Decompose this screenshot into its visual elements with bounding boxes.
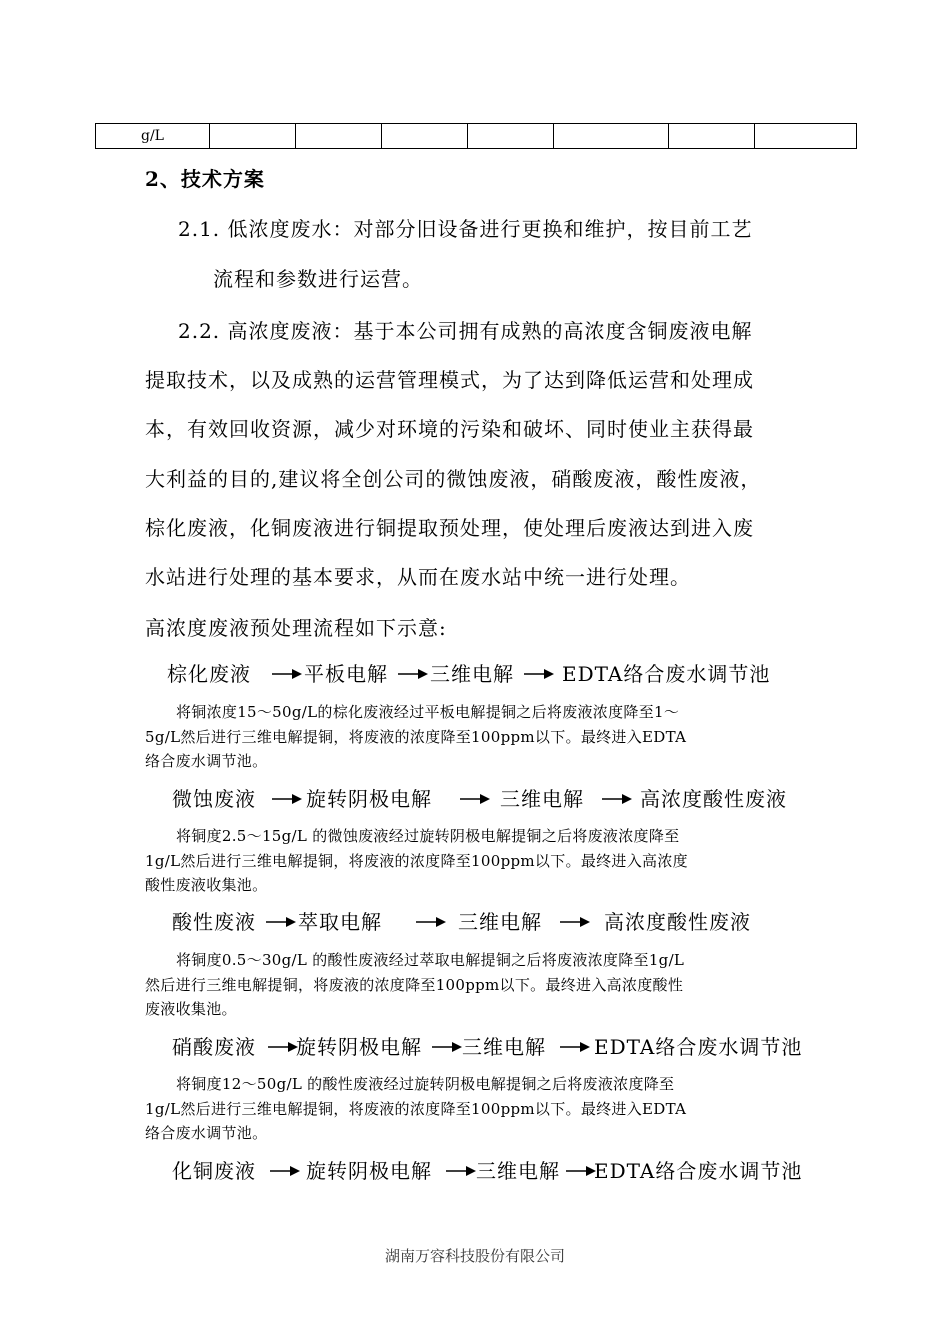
arrow-right-icon [266,907,298,937]
flow-note-line: 络合废水调节池。 [145,752,268,770]
table-row [96,124,857,149]
flow-node-step: 平板电解 [304,662,388,686]
flow-node-source: 硝酸废液 [172,1035,256,1059]
table-cell [468,124,554,149]
paragraph-2-2-line: 大利益的目的,建议将全创公司的微蚀废液，硝酸废液，酸性废液， [145,467,762,491]
section-heading: 2、技术方案 [145,167,265,191]
flow-node-target: 高浓度酸性废液 [604,910,751,934]
arrow-right-icon [560,907,592,937]
paragraph-2-2-line: 本，有效回收资源，减少对环境的污染和破坏、同时使业主获得最 [145,417,754,441]
arrow-right-icon [398,659,430,689]
flow-node-step: 旋转阴极电解 [306,787,432,811]
arrow-right-icon [432,1032,464,1062]
arrow-right-icon [416,907,448,937]
flow-node-step: 三维电解 [458,910,542,934]
flow-node-step: 旋转阴极电解 [296,1035,422,1059]
arrow-right-icon [602,784,634,814]
paragraph-2-2-line: 提取技术，以及成熟的运营管理模式，为了达到降低运营和处理成 [145,368,754,392]
flow-node-step: 三维电解 [476,1159,560,1183]
paragraph-2-2-line: 2.2. 高浓度废液：基于本公司拥有成熟的高浓度含铜废液电解 [178,319,753,343]
flow-note-line: 废液收集池。 [145,1000,237,1018]
paragraph-2-2-line: 水站进行处理的基本要求，从而在废水站中统一进行处理。 [145,565,691,589]
table-cell [669,124,755,149]
flow-note-line: 5g/L然后进行三维电解提铜，将废液的浓度降至100ppm以下。最终进入EDTA [145,728,687,746]
arrow-right-icon [560,1032,592,1062]
paragraph-2-1-line-2: 流程和参数进行运营。 [213,267,423,291]
flow-note-line: 酸性废液收集池。 [145,876,268,894]
flow-node-step: 旋转阴极电解 [306,1159,432,1183]
table-cell [382,124,468,149]
flow-note-line: 1g/L然后进行三维电解提铜，将废液的浓度降至100ppm以下。最终进入高浓度 [145,852,688,870]
flow-node-target: 高浓度酸性废液 [640,787,787,811]
table-cell [755,124,857,149]
flow-note-line: 1g/L然后进行三维电解提铜，将废液的浓度降至100ppm以下。最终进入EDTA [145,1100,687,1118]
flow-node-target: EDTA络合废水调节池 [562,662,771,686]
table-cell [296,124,382,149]
table-cell [210,124,296,149]
flow-note-line: 将铜度2.5～15g/L 的微蚀废液经过旋转阴极电解提铜之后将废液浓度降至 [176,827,680,845]
page-footer: 湖南万容科技股份有限公司 [384,1247,565,1265]
flow-intro: 高浓度废液预处理流程如下示意: [145,616,447,640]
flow-note-line: 将铜浓度15～50g/L的棕化废液经过平板电解提铜之后将废液浓度降至1～ [176,703,680,721]
flow-node-step: 三维电解 [462,1035,546,1059]
flow-node-target: EDTA络合废水调节池 [594,1035,803,1059]
data-table-fragment [95,123,857,149]
flow-node-source: 微蚀废液 [172,787,256,811]
flow-note-line: 将铜度0.5～30g/L 的酸性废液经过萃取电解提铜之后将废液浓度降至1g/L [176,951,685,969]
flow-node-source: 棕化废液 [167,662,251,686]
arrow-right-icon [270,1156,302,1186]
paragraph-2-1-line-1: 2.1. 低浓度废水：对部分旧设备进行更换和维护，按目前工艺 [178,217,753,241]
flow-note-line: 将铜度12～50g/L 的酸性废液经过旋转阴极电解提铜之后将废液浓度降至 [176,1075,675,1093]
flow-node-source: 化铜废液 [172,1159,256,1183]
flow-node-step: 三维电解 [430,662,514,686]
table-cell-unit: g/L [96,124,210,149]
arrow-right-icon [524,659,556,689]
flow-node-source: 酸性废液 [172,910,256,934]
arrow-right-icon [460,784,492,814]
flow-node-step: 萃取电解 [298,910,382,934]
flow-node-step: 三维电解 [500,787,584,811]
flow-note-line: 络合废水调节池。 [145,1124,268,1142]
paragraph-2-2-line: 棕化废液，化铜废液进行铜提取预处理，使处理后废液达到进入废 [145,516,754,540]
arrow-right-icon [272,659,304,689]
table-cell [554,124,669,149]
flow-note-line: 然后进行三维电解提铜，将废液的浓度降至100ppm以下。最终进入高浓度酸性 [145,976,684,994]
arrow-right-icon [272,784,304,814]
arrow-right-icon [446,1156,478,1186]
flow-node-target: EDTA络合废水调节池 [594,1159,803,1183]
